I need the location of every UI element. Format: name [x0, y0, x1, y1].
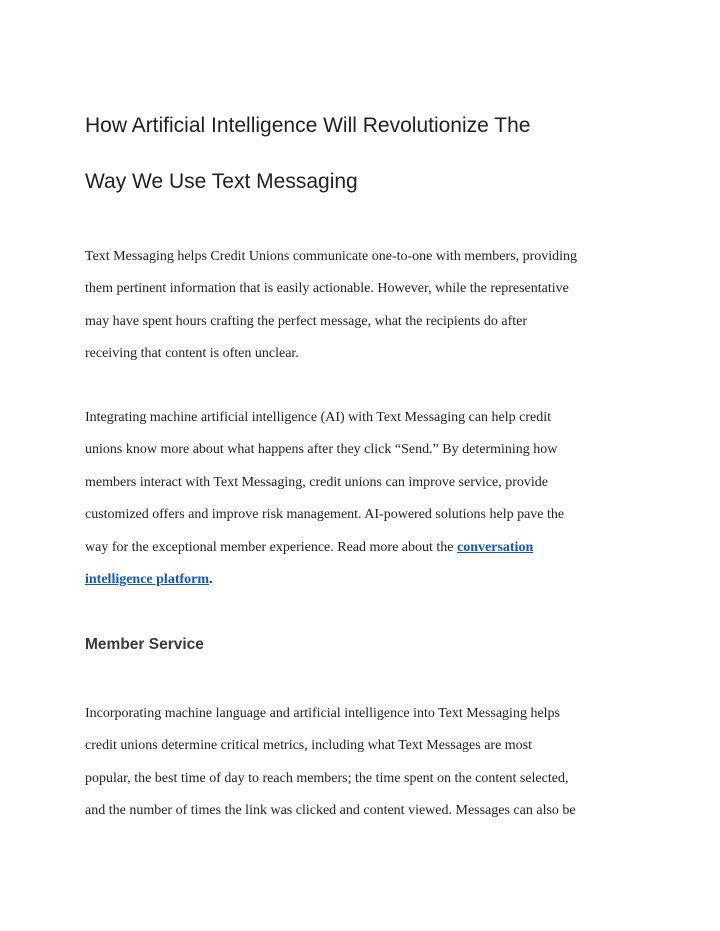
- document-title: [85, 98, 665, 210]
- section-heading-member-service: Member Service: [85, 636, 204, 653]
- paragraph-line: them pertinent information that is easily actionable. However, while the representative: [85, 281, 569, 297]
- integrating-ai-paragraph: [85, 402, 645, 596]
- paragraph-text: way for the exceptional member experience. Read more about the: [85, 539, 458, 555]
- paragraph-line: may have spent hours crafting the perfect message, what the recipients do after: [85, 313, 527, 329]
- paragraph-line: customized offers and improve risk management. AI-powered solutions help pave the: [85, 507, 565, 523]
- paragraph-line: popular, the best time of day to reach members; the time spent on the content selected,: [85, 770, 569, 786]
- paragraph-line: Incorporating machine language and artificial intelligence into Text Messaging helps: [85, 706, 560, 721]
- paragraph-line: [85, 564, 645, 596]
- title-line: Way We Use Text Messaging: [85, 170, 358, 193]
- paragraph-line: Integrating machine artificial intelligence (AI) with Text Messaging can help credit: [85, 410, 552, 425]
- paragraph-line: Text Messaging helps Credit Unions communicate one-to-one with members, providing: [85, 249, 578, 264]
- intro-paragraph: [85, 241, 645, 371]
- paragraph-line: unions know more about what happens after they click “Send.” By determining how: [85, 442, 558, 458]
- paragraph-line: credit unions determine critical metrics, including what Text Messages are most: [85, 738, 533, 754]
- conversation-intelligence-link-part1[interactable]: conversation: [457, 539, 534, 555]
- paragraph-line: [85, 532, 645, 564]
- paragraph-line: members interact with Text Messaging, credit unions can improve service, provide: [85, 474, 548, 490]
- paragraph-line: receiving that content is often unclear.: [85, 346, 299, 362]
- conversation-intelligence-link-part2[interactable]: intelligence platform: [85, 572, 210, 588]
- paragraph-line: and the number of times the link was clicked and content viewed. Messages can also be: [85, 803, 576, 819]
- paragraph-end-punctuation: .: [209, 572, 213, 588]
- member-service-paragraph: [85, 698, 645, 828]
- title-line: How Artificial Intelligence Will Revolutionize The: [85, 114, 531, 137]
